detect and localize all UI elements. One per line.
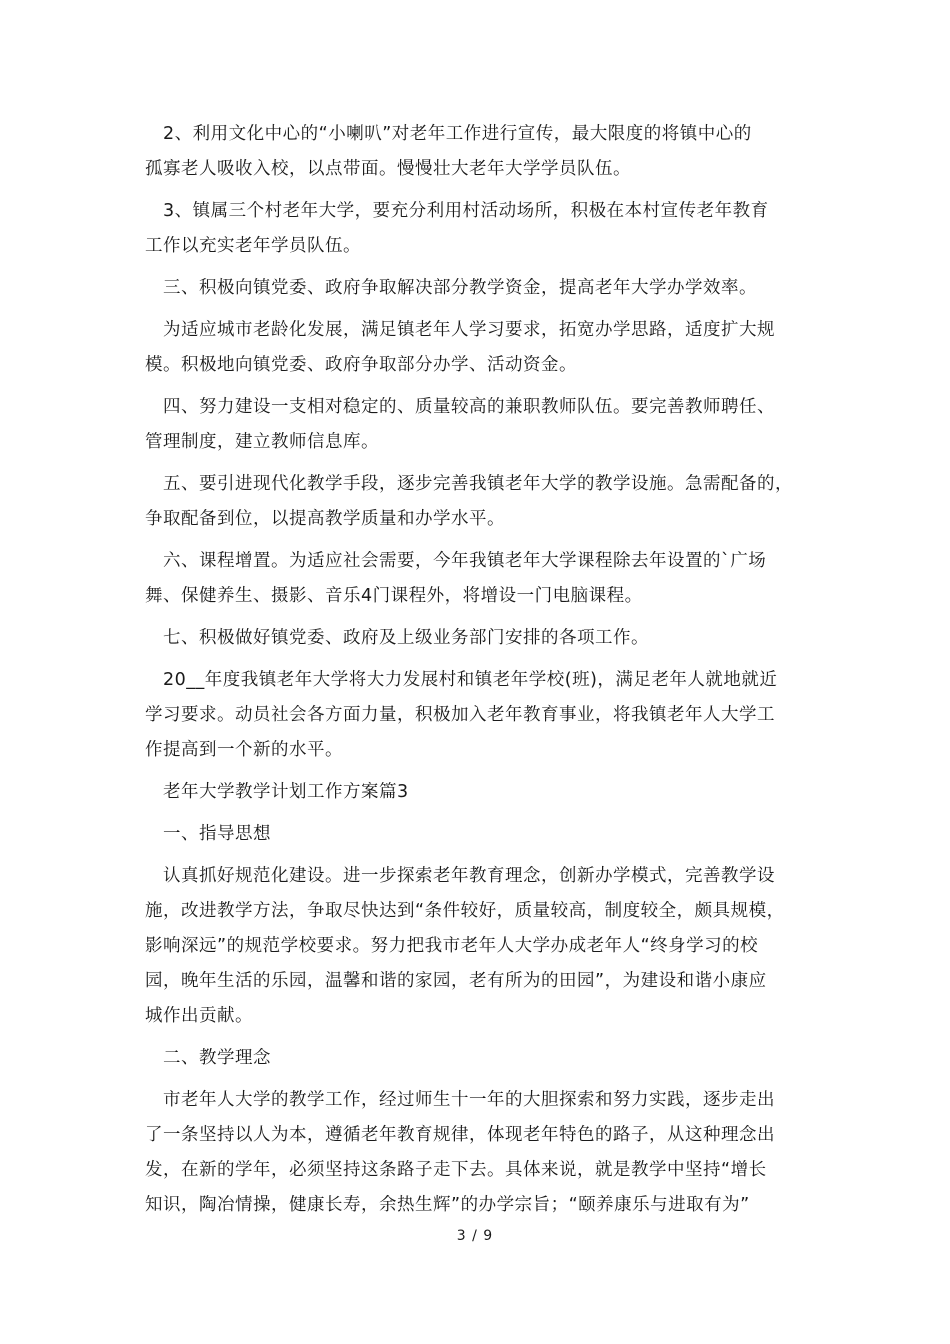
- paragraph: [145, 544, 810, 614]
- paragraph: [145, 271, 810, 306]
- paragraph-line: 3、镇属三个村老年大学，要充分利用村活动场所，积极在本村宣传老年教育: [163, 201, 769, 221]
- paragraph-line: 施，改进教学方法，争取尽快达到“条件较好，质量较高，制度较全，颇具规模，: [145, 901, 785, 921]
- paragraph-line: 争取配备到位，以提高教学质量和办学水平。: [145, 509, 505, 529]
- paragraph-line: 一、指导思想: [163, 824, 271, 844]
- paragraph-line: 三、积极向镇党委、政府争取解决部分教学资金，提高老年大学办学效率。: [163, 278, 757, 298]
- paragraph: [145, 859, 810, 1034]
- paragraph-line: 四、努力建设一支相对稳定的、质量较高的兼职教师队伍。要完善教师聘任、: [163, 397, 775, 417]
- paragraph: [145, 117, 810, 187]
- paragraph-line: 知识，陶冶情操，健康长寿，余热生辉”的办学宗旨；“颐养康乐与进取有为”: [145, 1195, 750, 1215]
- paragraph: [145, 817, 810, 852]
- paragraph-line: 作提高到一个新的水平。: [145, 740, 343, 760]
- paragraph-line: 学习要求。动员社会各方面力量，积极加入老年教育事业，将我镇老年人大学工: [145, 705, 775, 725]
- paragraph: [145, 1041, 810, 1076]
- paragraph-line: 20__年度我镇老年大学将大力发展村和镇老年学校(班)，满足老年人就地就近: [163, 670, 778, 690]
- paragraph-line: 模。积极地向镇党委、政府争取部分办学、活动资金。: [145, 355, 577, 375]
- paragraph-line: 为适应城市老龄化发展，满足镇老年人学习要求，拓宽办学思路，适度扩大规: [163, 320, 775, 340]
- paragraph-line: 管理制度，建立教师信息库。: [145, 432, 379, 452]
- page-number: 3 / 9: [456, 1228, 494, 1244]
- paragraph-line: 老年大学教学计划工作方案篇3: [163, 782, 409, 802]
- paragraph: [145, 467, 810, 537]
- paragraph: [145, 194, 810, 264]
- paragraph-line: 市老年人大学的教学工作，经过师生十一年的大胆探索和努力实践，逐步走出: [163, 1090, 775, 1110]
- paragraph: [145, 1083, 810, 1223]
- paragraph-line: 七、积极做好镇党委、政府及上级业务部门安排的各项工作。: [163, 628, 649, 648]
- paragraph-line: 发，在新的学年，必须坚持这条路子走下去。具体来说，就是教学中坚持“增长: [145, 1160, 767, 1180]
- paragraph-line: 孤寡老人吸收入校，以点带面。慢慢壮大老年大学学员队伍。: [145, 159, 631, 179]
- paragraph: [145, 313, 810, 383]
- paragraph: [145, 663, 810, 768]
- paragraph-line: 舞、保健养生、摄影、音乐4门课程外，将增设一门电脑课程。: [145, 586, 643, 606]
- paragraph-line: 影响深远”的规范学校要求。努力把我市老年人大学办成老年人“终身学习的校: [145, 936, 759, 956]
- paragraph-line: 五、要引进现代化教学手段，逐步完善我镇老年大学的教学设施。急需配备的，: [163, 474, 793, 494]
- paragraph-line: 六、课程增置。为适应社会需要，今年我镇老年大学课程除去年设置的`广场: [163, 551, 767, 571]
- paragraph-line: 2、利用文化中心的“小喇叭”对老年工作进行宣传，最大限度的将镇中心的: [163, 124, 752, 144]
- paragraph-line: 园，晚年生活的乐园，温馨和谐的家园，老有所为的田园”，为建设和谐小康应: [145, 971, 767, 991]
- paragraph-line: 认真抓好规范化建设。进一步探索老年教育理念，创新办学模式，完善教学设: [163, 866, 775, 886]
- paragraph: [145, 775, 810, 810]
- document-body: [145, 117, 810, 1223]
- paragraph-line: 工作以充实老年学员队伍。: [145, 236, 361, 256]
- paragraph-line: 城作出贡献。: [145, 1006, 253, 1026]
- paragraph-line: 二、教学理念: [163, 1048, 271, 1068]
- paragraph-line: 了一条坚持以人为本，遵循老年教育规律，体现老年特色的路子，从这种理念出: [145, 1125, 775, 1145]
- paragraph: [145, 390, 810, 460]
- paragraph: [145, 621, 810, 656]
